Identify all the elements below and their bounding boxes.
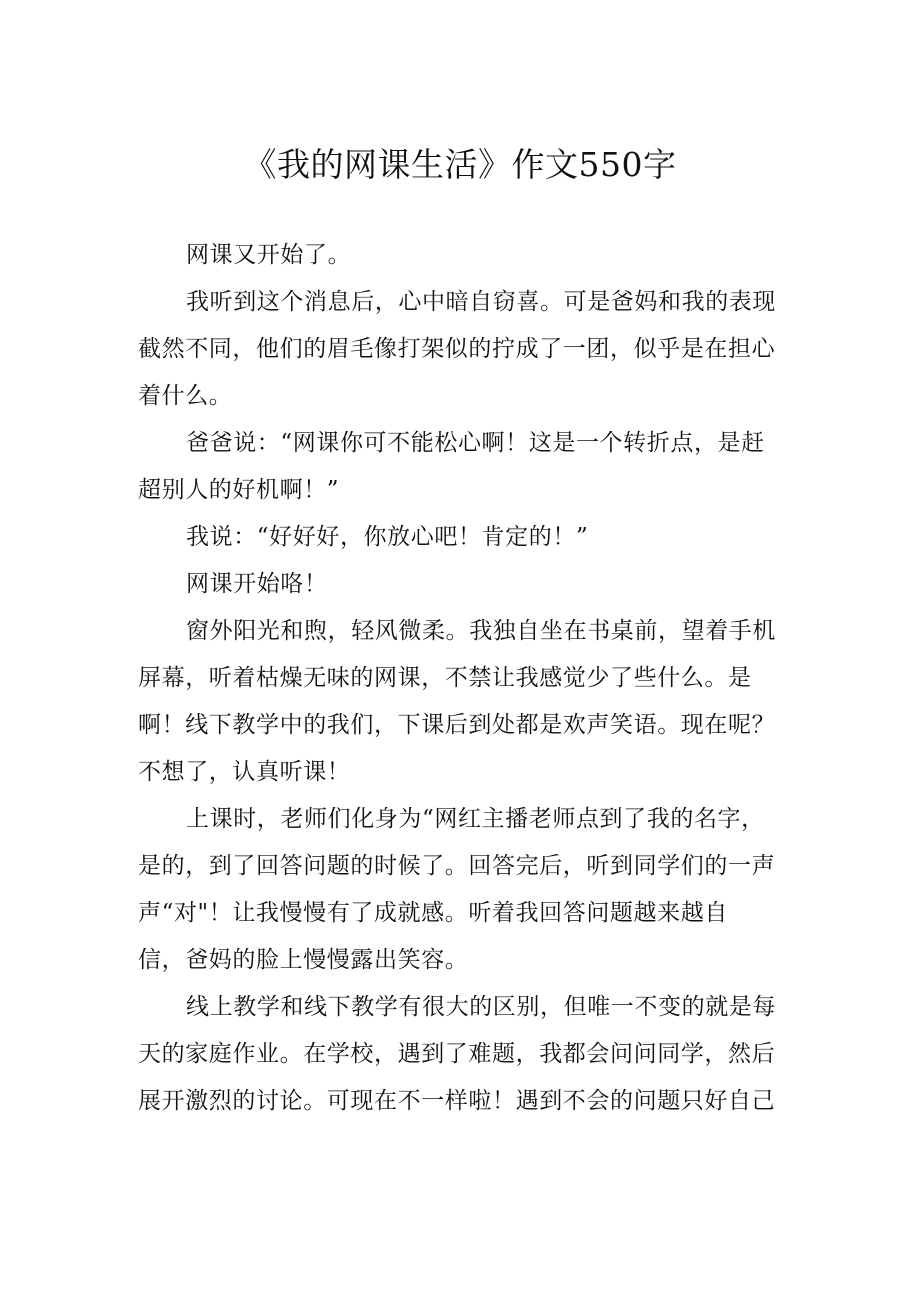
paragraph-line: 着什么。 [138,383,233,409]
paragraph-line: 线上教学和线下教学有很大的区别，但唯一不变的就是每 [186,994,776,1020]
paragraph-line: 天的家庭作业。在学校，遇到了难题，我都会问问同学，然后 [138,1041,776,1067]
paragraph-line: 网课开始咯！ [186,571,328,597]
paragraph-line: 展开激烈的讨论。可现在不一样啦！遇到不会的问题只好自己 [138,1088,776,1114]
paragraph-line: 我听到这个消息后，心中暗自窃喜。可是爸妈和我的表现 [186,289,776,315]
paragraph-line: 窗外阳光和煦，轻风微柔。我独自坐在书桌前，望着手机 [186,618,776,644]
paragraph-line: 屏幕，听着枯燥无味的网课，不禁让我感觉少了些什么。是 [138,665,752,691]
paragraph-line: 是的，到了回答问题的时候了。回答完后，听到同学们的一声 [138,853,776,879]
paragraph-line: 网课又开始了。 [186,242,352,268]
paragraph-line: 不想了，认真听课！ [138,759,351,785]
paragraph-line: 信，爸妈的脸上慢慢露出笑容。 [138,947,469,973]
paragraph-line: 我说：“好好好，你放心吧！肯定的！” [186,524,589,550]
paragraph-line: 爸爸说：“网课你可不能松心啊！这是一个转折点，是赶 [186,430,765,456]
paragraph-line: 截然不同，他们的眉毛像打架似的拧成了一团，似乎是在担心 [138,336,776,362]
paragraph-line: 超别人的好机啊！” [138,477,340,503]
document-body [138,240,776,1133]
paragraph-line: 啊！线下教学中的我们，下课后到处都是欢声笑语。现在呢？ [138,712,776,738]
document-title: 《我的网课生活》作文550字 [243,145,677,184]
paragraph-line: 声“对"！让我慢慢有了成就感。听着我回答问题越来越自 [138,900,728,926]
paragraph-line: 上课时，老师们化身为“网红主播老师点到了我的名字， [186,806,765,832]
